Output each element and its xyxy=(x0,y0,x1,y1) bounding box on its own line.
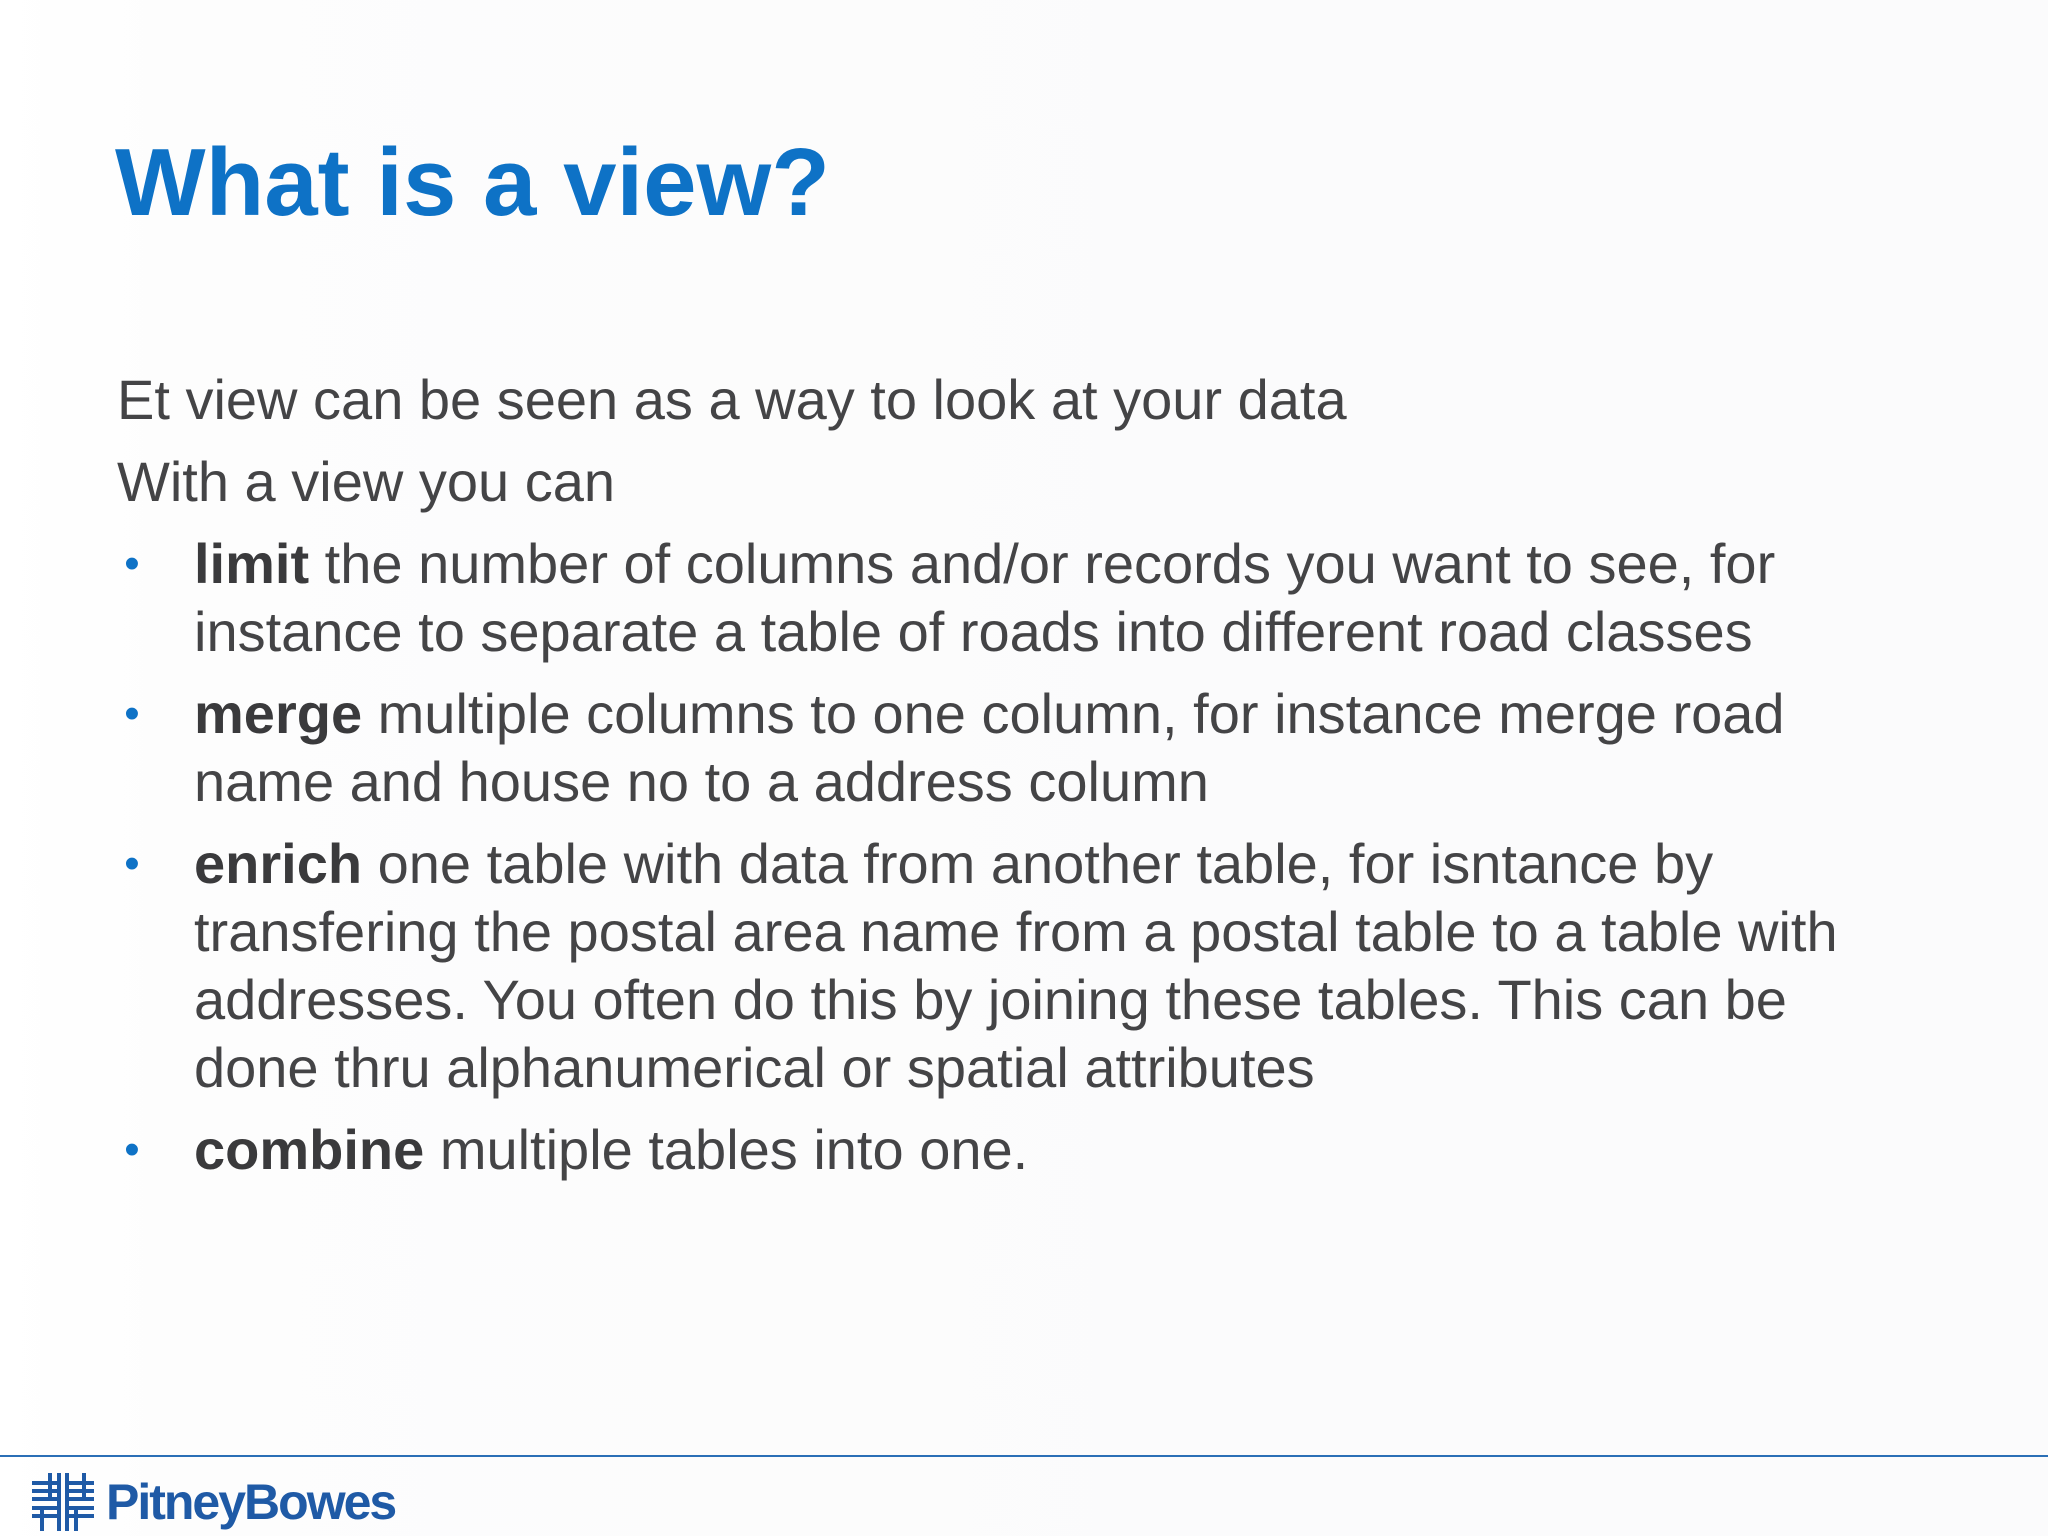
footer-divider xyxy=(0,1455,2048,1457)
bullet-keyword: combine xyxy=(194,1118,425,1181)
bullet-icon: • xyxy=(124,689,140,738)
slide-title: What is a view? xyxy=(115,129,830,236)
bullet-icon: • xyxy=(124,1125,140,1174)
slide-body xyxy=(117,366,1897,1198)
bullet-keyword: merge xyxy=(194,682,363,745)
bullet-item xyxy=(117,530,1897,666)
intro-line: With a view you can xyxy=(117,450,615,513)
bullet-item xyxy=(117,1116,1897,1184)
bullet-item xyxy=(117,830,1897,1102)
bullet-text: multiple columns to one column, for instance merge road name and house no to a address column xyxy=(194,682,1785,813)
bullet-item xyxy=(117,680,1897,816)
logo-wordmark: PitneyBowes xyxy=(106,1474,396,1530)
bullet-text: one table with data from another table, for isntance by transfering the postal area name from a postal table to a table with addresses. You often do this by joining these tables. This can be done thru alphanumerical or spatial attributes xyxy=(194,832,1838,1099)
bullet-icon: • xyxy=(124,539,140,588)
pitney-bowes-logo xyxy=(32,1472,395,1532)
bullet-keyword: limit xyxy=(194,532,310,595)
bullet-text: multiple tables into one. xyxy=(424,1118,1029,1181)
intro-line: Et view can be seen as a way to look at your data xyxy=(117,368,1347,431)
bullet-text: the number of columns and/or records you want to see, for instance to separate a table of roads into different road classes xyxy=(194,532,1776,663)
bullet-list xyxy=(117,530,1897,1184)
bullet-keyword: enrich xyxy=(194,832,363,895)
pitney-bowes-logo-icon xyxy=(32,1473,94,1531)
bullet-icon: • xyxy=(124,839,140,888)
